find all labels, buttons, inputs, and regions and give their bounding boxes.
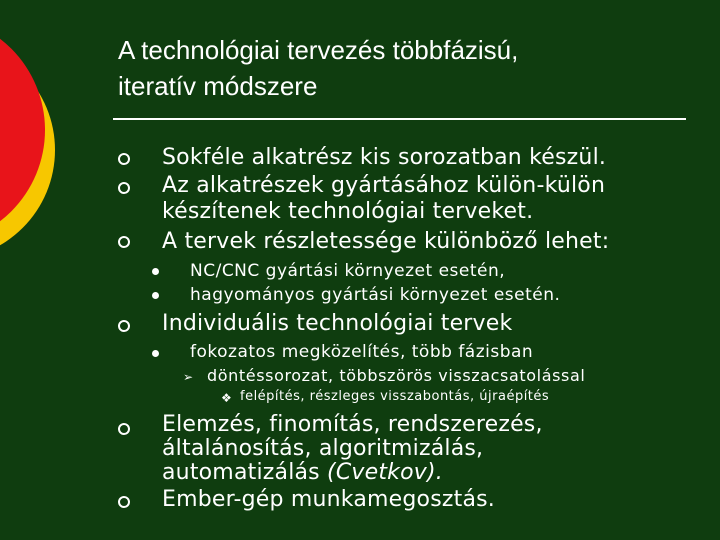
ring-bullet-icon — [118, 236, 130, 248]
ring-bullet-icon — [118, 153, 130, 165]
arrow-bullet-icon: ➢ — [183, 370, 194, 384]
dot-bullet-icon — [152, 268, 159, 275]
bullet-4-text: Individuális technológiai tervek — [162, 311, 513, 336]
bullet-5-line-2: általánosítás, algoritmizálás, — [162, 436, 484, 461]
ring-bullet-icon — [118, 496, 130, 508]
title-divider — [113, 118, 686, 120]
bullet-4-sub-1-sub-1-sub-1: felépítés, részleges visszabontás, újraépítés — [240, 389, 550, 404]
ring-bullet-icon — [118, 423, 130, 435]
slide-title — [118, 32, 678, 104]
bullet-2-line-2: készítenek technológiai terveket. — [162, 199, 534, 224]
diamond-bullet-icon: ❖ — [221, 391, 232, 405]
bullet-5-line-3-main: automatizálás — [162, 460, 328, 485]
bullet-3-sub-2: hagyományos gyártási környezet esetén. — [190, 285, 561, 305]
slide-title-line-2: iteratív módszere — [118, 71, 318, 101]
slide-title-line-1: A technológiai tervezés többfázisú, — [118, 35, 519, 65]
bullet-1-text: Sokféle alkatrész kis sorozatban készül. — [162, 145, 607, 170]
bullet-3-text: A tervek részletessége különböző lehet: — [162, 229, 610, 254]
bullet-2-line-1: Az alkatrészek gyártásához külön-külön — [162, 173, 606, 198]
bullet-5-line-3 — [162, 459, 443, 487]
bullet-4-sub-1: fokozatos megközelítés, több fázisban — [190, 342, 534, 362]
bullet-3-sub-1: NC/CNC gyártási környezet esetén, — [190, 261, 506, 281]
bullet-5-citation: (Cvetkov). — [327, 460, 443, 485]
dot-bullet-icon — [152, 292, 159, 299]
bullet-5-line-1: Elemzés, finomítás, rendszerezés, — [162, 412, 543, 437]
dot-bullet-icon — [152, 350, 159, 357]
ring-bullet-icon — [118, 182, 130, 194]
bullet-4-sub-1-sub-1: döntéssorozat, többszörös visszacsatolással — [207, 366, 586, 385]
ring-bullet-icon — [118, 320, 130, 332]
decorative-circles — [0, 0, 80, 300]
bullet-6-text: Ember-gép munkamegosztás. — [162, 487, 495, 512]
